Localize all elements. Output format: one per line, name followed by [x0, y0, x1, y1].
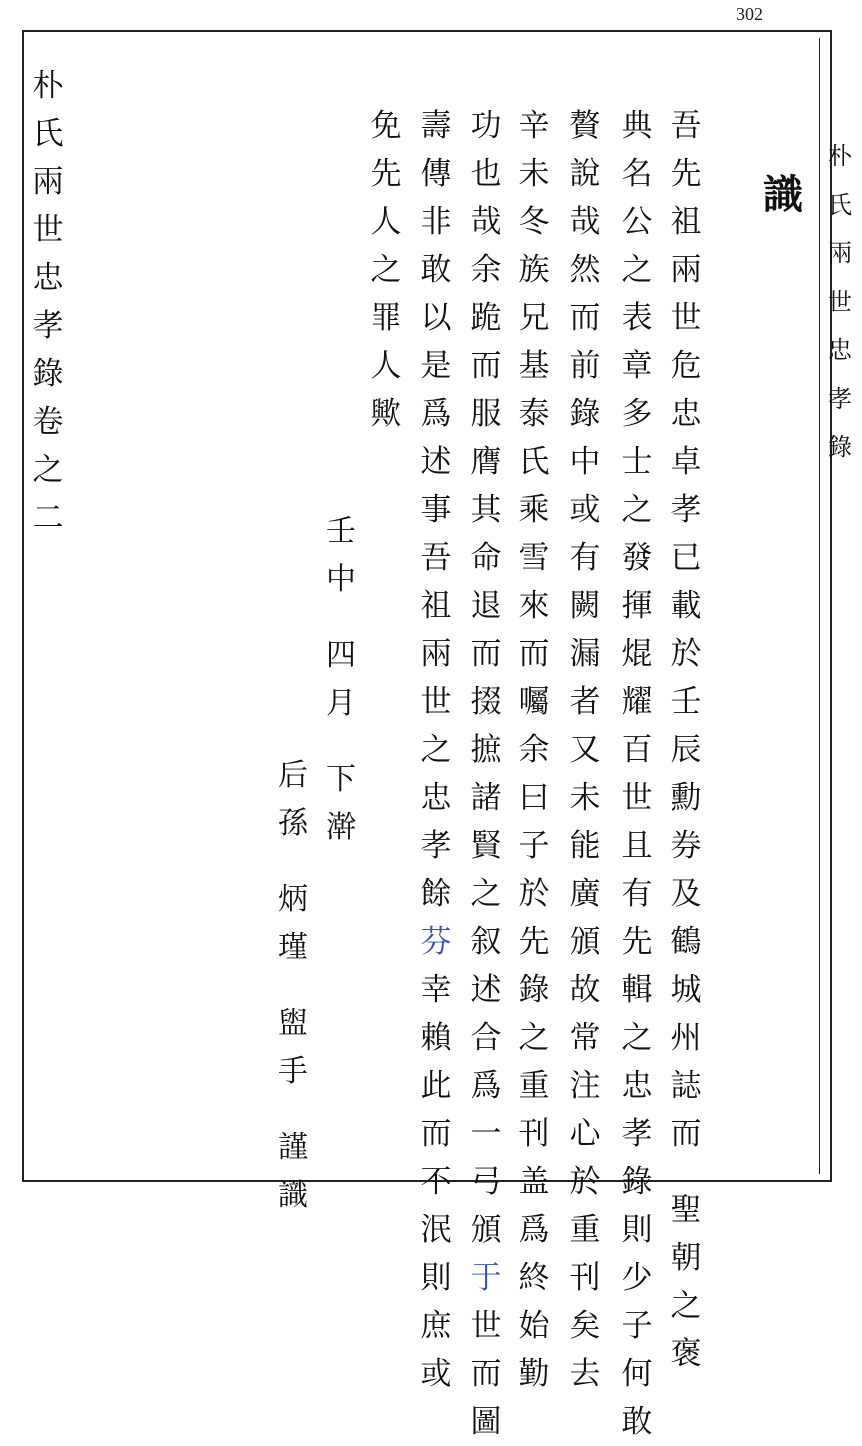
volume-title [24, 62, 72, 542]
signature-line [270, 752, 316, 1220]
date-part: 四 月 [326, 638, 356, 721]
column-text: 吾 先 祖 兩 世 危 忠 卓 孝 已 載 於 壬 辰 勳 券 及 鶴 城 州 誌 而 [670, 108, 702, 1152]
date-part: 下 澣 [326, 762, 356, 845]
signature-part: 炳 瑾 [278, 882, 308, 965]
column-text: 贅 說 哉 然 而 前 錄 中 或 有 闕 漏 者 又 未 能 廣 頒 故 常 注 心 於 重 刊 矣 去 [569, 108, 601, 1392]
annotated-char: 芬 [420, 924, 452, 960]
text-column-4 [510, 102, 558, 1398]
margin-divider [819, 38, 820, 1174]
signature-part: 后 孫 [278, 758, 308, 841]
column-text: 世 而 圖 [470, 1308, 502, 1440]
text-column-6 [412, 102, 460, 1398]
running-title-text: 朴 氏 兩 世 忠 孝 錄 [828, 142, 852, 461]
section-heading [755, 170, 811, 220]
volume-title-text: 朴 氏 兩 世 忠 孝 錄 卷 之 二 [32, 68, 64, 536]
heading-text: 識 [763, 171, 803, 218]
column-text: 免 先 人 之 罪 人 歟 [370, 108, 402, 432]
signature-part: 謹 識 [278, 1130, 308, 1213]
text-column-1 [662, 102, 710, 1378]
date-part: 壬 中 [326, 514, 356, 597]
annotated-char: 于 [470, 1260, 502, 1296]
column-text: 壽 傳 非 敢 以 是 爲 述 事 吾 祖 兩 世 之 忠 孝 餘 [420, 108, 452, 912]
running-title [822, 132, 858, 472]
text-column-3 [561, 102, 609, 1398]
text-column-5 [462, 102, 510, 1446]
text-column-7 [362, 102, 410, 438]
column-text: 辛 未 冬 族 兄 基 泰 氏 乘 雪 來 而 囑 余 曰 子 於 先 錄 之 重 刊 盖 爲 終 始 勤 [518, 108, 550, 1392]
signature-part: 盥 手 [278, 1006, 308, 1089]
date-line [318, 508, 364, 852]
page-number: 302 [736, 4, 763, 24]
text-column-2 [613, 102, 661, 1446]
honorific-text: 聖 朝 之 褒 [670, 1192, 702, 1372]
column-text: 功 也 哉 余 跪 而 服 膺 其 命 退 而 掇 摭 諸 賢 之 叙 述 合 爲 一 弓 頒 [470, 108, 502, 1248]
column-text: 幸 賴 此 而 不 泯 則 庶 或 [420, 972, 452, 1392]
column-text: 典 名 公 之 表 章 多 士 之 發 揮 焜 耀 百 世 且 有 先 輯 之 忠 孝 錄 則 少 子 何 敢 [621, 108, 653, 1440]
